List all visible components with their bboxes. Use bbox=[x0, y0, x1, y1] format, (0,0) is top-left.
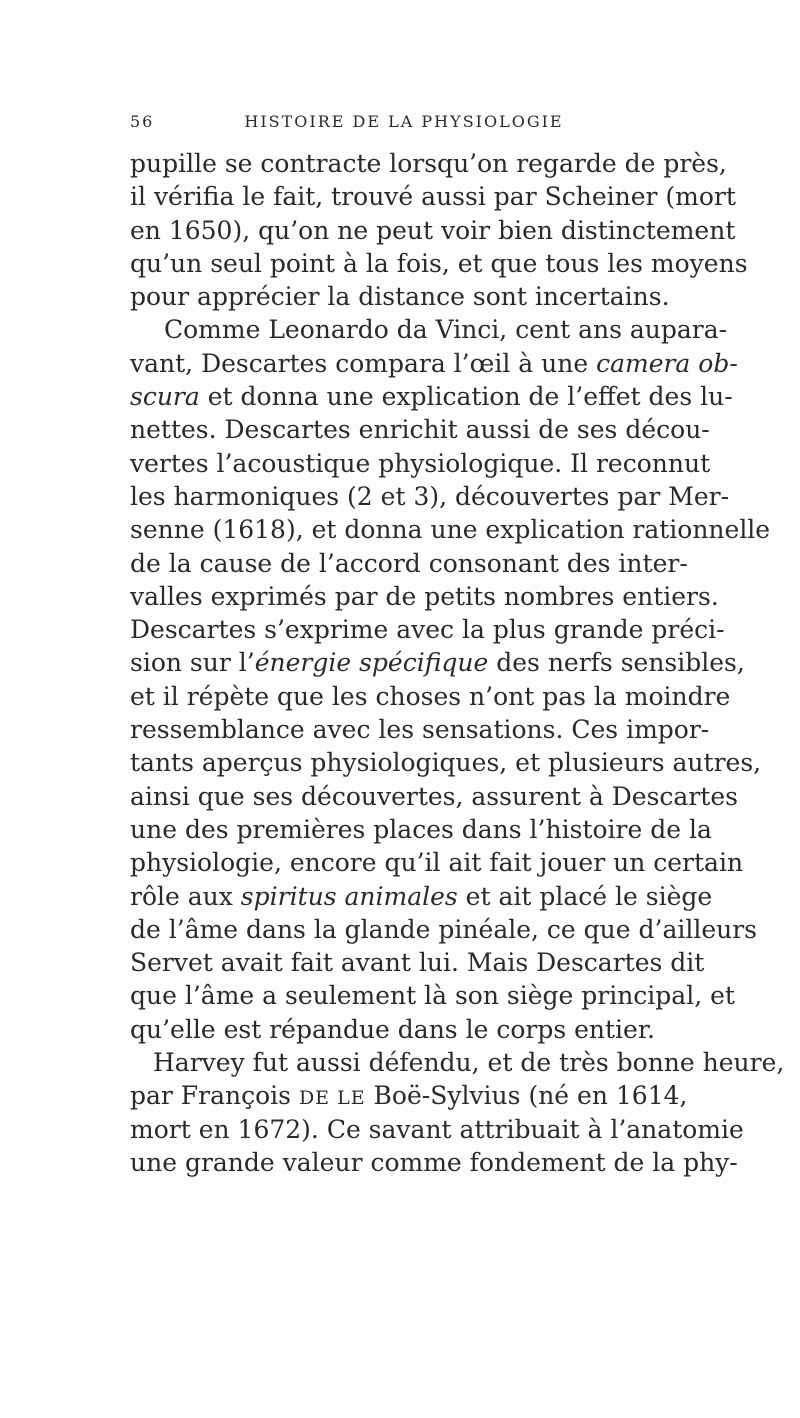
text-segment: Harvey fut aussi défendu, et de très bonne heure, bbox=[153, 1048, 785, 1078]
text-segment: vant, Descartes compara l’œil à une bbox=[130, 348, 597, 378]
text-line bbox=[130, 180, 736, 213]
italic-text: camera ob- bbox=[596, 348, 738, 378]
text-line bbox=[130, 613, 725, 646]
text-line bbox=[130, 214, 736, 247]
text-segment: par François bbox=[130, 1081, 299, 1111]
text-line bbox=[130, 880, 713, 913]
text-segment: mort en 1672). Ce savant attribuait à l’anatomie bbox=[130, 1114, 744, 1144]
text-segment: Descartes s’exprime avec la plus grande préci- bbox=[130, 615, 725, 645]
text-line bbox=[130, 946, 705, 979]
text-segment: une des premières places dans l’histoire de la bbox=[130, 814, 712, 844]
text-segment: ainsi que ses découvertes, assurent à Descartes bbox=[130, 781, 738, 811]
text-segment: et donna une explication de l’effet des lu- bbox=[199, 382, 733, 412]
text-segment: une grande valeur comme fondement de la phy- bbox=[130, 1147, 738, 1177]
text-segment: de l’âme dans la glande pinéale, ce que d’ailleurs bbox=[130, 914, 758, 944]
text-segment: de la cause de l’accord consonant des inter- bbox=[130, 548, 688, 578]
italic-text: scura bbox=[130, 382, 200, 412]
text-line bbox=[130, 380, 733, 413]
text-segment: Comme Leonardo da Vinci, cent ans aupara- bbox=[164, 315, 728, 345]
italic-text: spiritus animales bbox=[240, 881, 458, 911]
text-line bbox=[130, 913, 758, 946]
text-line bbox=[130, 547, 688, 580]
text-segment: Servet avait fait avant lui. Mais Descartes dit bbox=[130, 948, 705, 978]
text-line bbox=[130, 580, 719, 613]
text-segment: que l’âme a seulement là son siège principal, et bbox=[130, 981, 735, 1011]
text-segment: et il répète que les choses n’ont pas la moindre bbox=[130, 681, 731, 711]
text-line bbox=[130, 147, 727, 180]
text-segment: (né en 1614, bbox=[520, 1081, 688, 1111]
text-segment: pour apprécier la distance sont incertains. bbox=[130, 282, 670, 312]
text-line bbox=[130, 646, 745, 679]
text-line bbox=[130, 347, 738, 380]
text-segment: qu’elle est répandue dans le corps entier. bbox=[130, 1014, 655, 1044]
text-line bbox=[130, 979, 735, 1012]
text-line bbox=[130, 1046, 785, 1079]
text-line bbox=[130, 313, 728, 346]
text-line bbox=[130, 1146, 738, 1179]
text-line bbox=[130, 1013, 688, 1046]
page-number: 56 bbox=[130, 112, 155, 131]
text-line bbox=[130, 413, 710, 446]
text-line bbox=[130, 480, 730, 513]
text-segment: en 1650), qu’on ne peut voir bien distinctement bbox=[130, 215, 736, 245]
text-segment: physiologie, encore qu’il ait fait jouer un certain bbox=[130, 848, 744, 878]
text-segment: sion sur l’ bbox=[130, 648, 255, 678]
text-line bbox=[130, 1079, 688, 1112]
text-line bbox=[130, 280, 688, 313]
italic-text: énergie spécifique bbox=[254, 648, 489, 678]
text-line bbox=[130, 513, 771, 546]
text-segment: des nerfs sensibles, bbox=[488, 648, 745, 678]
text-line bbox=[130, 447, 711, 480]
text-segment: qu’un seul point à la fois, et que tous les moyens bbox=[130, 248, 748, 278]
text-line bbox=[130, 813, 712, 846]
text-segment: Boë-Sylvius bbox=[365, 1081, 521, 1111]
text-line bbox=[130, 746, 762, 779]
text-segment: tants aperçus physiologiques, et plusieurs autres, bbox=[130, 748, 762, 778]
text-segment: il vérifia le fait, trouvé aussi par Scheiner (mort bbox=[130, 182, 736, 212]
text-line bbox=[130, 713, 710, 746]
body-text bbox=[130, 147, 785, 1179]
text-line bbox=[130, 247, 748, 280]
text-line bbox=[130, 846, 744, 879]
page-header bbox=[130, 112, 678, 136]
text-line bbox=[130, 680, 731, 713]
text-segment: les harmoniques (2 et 3), découvertes par Mer- bbox=[130, 481, 730, 511]
text-segment: senne (1618), et donna une explication rationnelle bbox=[130, 515, 771, 545]
text-segment: ressemblance avec les sensations. Ces impor- bbox=[130, 715, 710, 745]
running-title: HISTOIRE DE LA PHYSIOLOGIE bbox=[244, 112, 564, 131]
text-line bbox=[130, 1113, 744, 1146]
text-segment: DE LE bbox=[298, 1087, 366, 1110]
text-line bbox=[130, 780, 738, 813]
text-segment: valles exprimés par de petits nombres entiers. bbox=[130, 581, 719, 611]
text-segment: rôle aux bbox=[130, 881, 241, 911]
text-segment: vertes l’acoustique physiologique. Il reconnut bbox=[130, 448, 711, 478]
text-segment: nettes. Descartes enrichit aussi de ses décou- bbox=[130, 415, 710, 445]
text-segment: et ait placé le siège bbox=[457, 881, 713, 911]
text-segment: pupille se contracte lorsqu’on regarde de près, bbox=[130, 149, 727, 178]
